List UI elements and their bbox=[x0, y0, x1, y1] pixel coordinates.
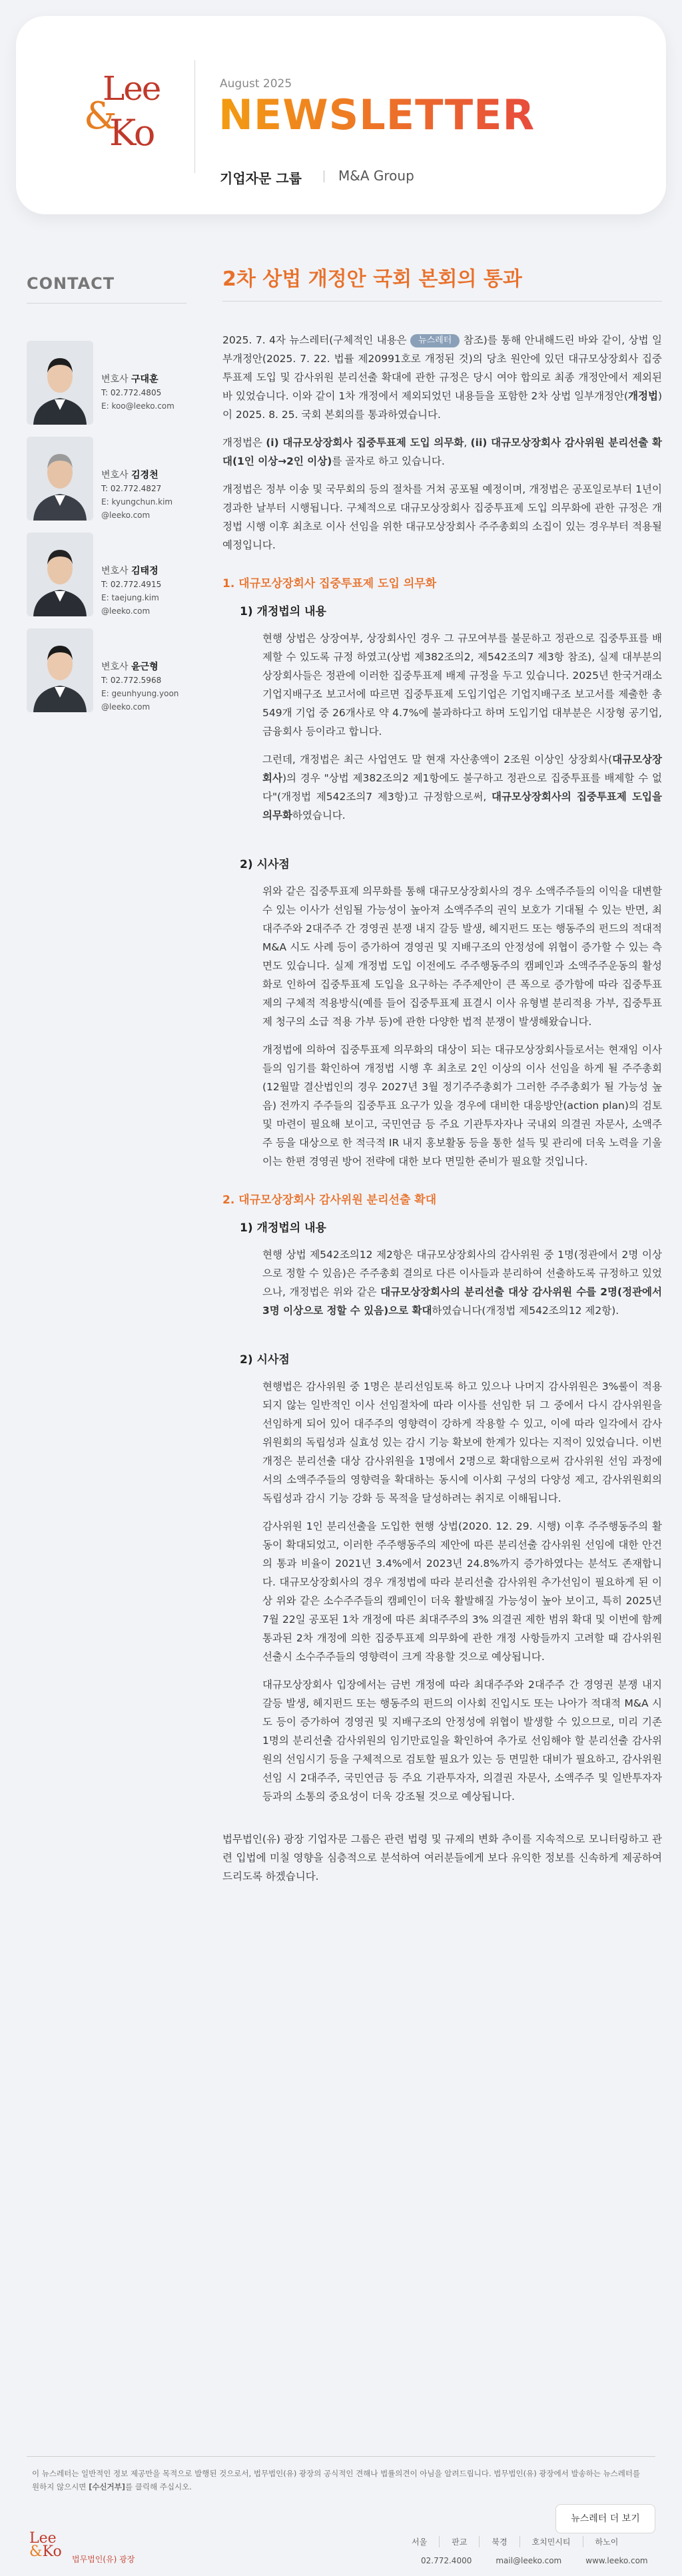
contact-role: 변호사 bbox=[101, 374, 129, 385]
section-1-paragraph bbox=[262, 750, 662, 825]
intro-text: 2025. 7. 4자 뉴스레터(구체적인 내용은 bbox=[222, 334, 411, 346]
contact-info bbox=[101, 660, 188, 714]
contact-phone: T: 02.772.4805 bbox=[101, 388, 162, 397]
contact-card bbox=[27, 628, 186, 722]
footer-website-link[interactable]: www.leeko.com bbox=[585, 2556, 648, 2565]
section-2-subtitle-1: 1) 개정법의 내용 bbox=[240, 1221, 326, 1235]
body-text: 현행 상법 제542조의12 제2항은 대규모상장회사의 감사위원 중 1명(정관에서 2명 이상으로 정할 수 있음)은 주주총회 결의로 다른 이사들과 분리하여 선출하도록 규정하고 있었으나, 개정법은 위와 같은 bbox=[262, 1249, 662, 1298]
article-title: 2차 상법 개정안 국회 본회의 통과 bbox=[222, 268, 522, 291]
contact-phone: T: 02.772.4827 bbox=[101, 484, 162, 493]
newsletter-link-tag[interactable]: 뉴스레터 bbox=[410, 334, 460, 347]
section-2-title: 2. 대규모상장회사 감사위원 분리선출 확대 bbox=[222, 1193, 437, 1207]
contact-phone: T: 02.772.4915 bbox=[101, 580, 162, 589]
newsletter-title: NEWSLETTER bbox=[218, 91, 535, 139]
article bbox=[222, 266, 662, 1895]
summary-text: , bbox=[464, 437, 471, 449]
contact-email-domain[interactable]: @leeko.com bbox=[101, 606, 151, 616]
section-1-paragraph: 현행 상법은 상장여부, 상장회사인 경우 그 규모여부를 불문하고 정관으로 집중투표를 배제할 수 있도록 규정 하였고(상법 제382조의2, 제542조의7 제3항 참조), 실제 대부분의 상장회사들은 정관에 이러한 집중투표제 배제 규정을 두고 있습니다. 2025년 한국거래소 기업지배구조 보고서에 따르면 집중투표제 도입기업은 기업지배구조 보고서를 제출한 총 549개 기업 중 26개사로 약 4.7%에 불과하다고 하며 도입기업 대부분은 시장형 공기업, 금융회사 등이라고 합니다. bbox=[262, 632, 662, 738]
spacer bbox=[222, 1815, 662, 1830]
contact-role: 변호사 bbox=[101, 470, 129, 481]
section-1-paragraph: 개정법에 의하여 집중투표제 의무화의 대상이 되는 대규모상장회사들로서는 현재임 이사들의 임기를 확인하여 개정법 시행 후 최초로 2인 이상의 이사 선임을 하게 될 주주총회(12월말 결산법인의 경우 2027년 3월 정기주주총회가 그러한 주주총회가 될 가능성 높음) 전까지 주주들의 집중투표 요구가 있을 경우에 대비한 대응방안(action plan)의 검토 및 마련이 필요해 보이고, 국민연금 등 주요 기관투자자나 국내외 의결권 자문사, 소액주주 등을 대상으로 한 적극적 IR 내지 홍보활동 등을 통한 설득 및 관리에 더욱 노력을 기울이는 한편 경영권 방어 전략에 대한 보다 면밀한 준비가 필요할 것입니다. bbox=[262, 1044, 662, 1168]
contact-phone: T: 02.772.5968 bbox=[101, 676, 162, 685]
closing-paragraph: 법무법인(유) 광장 기업자문 그룹은 관련 법령 및 규제의 변화 추이를 지속적으로 모니터링하고 관련 입법에 미칠 영향을 심층적으로 분석하여 여러분들에게 보다 유익한 정보를 신속하게 제공하여 드리도록 하겠습니다. bbox=[222, 1833, 662, 1882]
body-bold: 대규모상장회사의 집중투표제 도입을 의무화 bbox=[262, 791, 662, 821]
footer-logo-ko: Ko bbox=[42, 2543, 62, 2560]
office-link-pangyo[interactable]: 판교 bbox=[439, 2536, 479, 2547]
logo-ampersand: & bbox=[84, 95, 117, 138]
office-link-beijing[interactable]: 북경 bbox=[479, 2536, 519, 2547]
contact-info bbox=[101, 564, 188, 618]
contact-name: 김태정 bbox=[131, 566, 159, 576]
leeko-logo[interactable] bbox=[84, 69, 170, 156]
section-2-paragraph bbox=[262, 1245, 662, 1320]
logo-ko: Ko bbox=[109, 112, 155, 154]
footer-logo-ampersand: & bbox=[29, 2543, 43, 2560]
section-1-title: 1. 대규모상장회사 집중투표제 도입 의무화 bbox=[222, 577, 437, 590]
summary-text: 를 골자로 하고 있습니다. bbox=[332, 455, 445, 467]
intro-text: )이 2025. 8. 25. 국회 본회의를 통과하였습니다. bbox=[222, 390, 662, 421]
practice-group-en: M&A Group bbox=[338, 168, 414, 184]
body-text: 그런데, 개정법은 최근 사업연도 말 현재 자산총액이 2조원 이상인 상장회사( bbox=[262, 753, 613, 765]
lawyer-photo bbox=[27, 533, 93, 616]
contact-email-link[interactable]: E: geunhyung.yoon bbox=[101, 689, 179, 698]
section-1-subtitle-1: 1) 개정법의 내용 bbox=[240, 605, 326, 618]
contact-info bbox=[101, 469, 188, 522]
body-bold: 대규모상장회사 bbox=[262, 753, 662, 784]
lawyer-photo bbox=[27, 437, 93, 521]
practice-group: 기업자문 그룹 bbox=[220, 170, 302, 186]
footer-contact bbox=[409, 2556, 660, 2565]
section-2-paragraph: 현행법은 감사위원 중 1명은 분리선임토록 하고 있으나 나머지 감사위원은 3%룰이 적용되지 않는 일반적인 이사 선임절차에 따라 이사를 선임한 뒤 그 중에서 다시 감사위원을 선임하게 되어 있어 대주주의 영향력이 강하게 작용할 수 있고, 이에 따라 일각에서 감사위원회의 독립성과 실효성 있는 감시 기능 확보에 한계가 있다는 지적이 있었습니다. 이번 개정은 분리선출 대상 감사위원을 1명에서 2명으로 확대함으로써 감사위원 선임 과정에서의 소액주주들의 영향력을 확대하는 동시에 이사회 구성의 다양성 제고, 감사위원회의 독립성과 감시 기능 강화 등 목적을 달성하려는 취지로 이해됩니다. bbox=[262, 1381, 662, 1504]
contact-info bbox=[101, 373, 188, 413]
intro-text: 참조)를 통해 안내해드린 바와 같이, 상법 일부개정안(2025. 7. 22. 법률 제20991호로 개정된 것)의 당초 원안에 있던 대규모상장회사 집중투표제 도입 및 감사위원 분리선출 확대에 관한 규정은 당시 여야 합의로 최종 개정안에서 제외된 바 있었습니다. 이와 같이 1차 개정에서 제외되었던 내용들을 포함한 2차 상법 일부개정안( bbox=[222, 334, 662, 402]
footer-logo-lee: Lee bbox=[29, 2530, 57, 2547]
contact-name: 구대훈 bbox=[131, 374, 159, 385]
contact-email-domain[interactable]: @leeko.com bbox=[101, 511, 151, 520]
contact-divider bbox=[27, 303, 186, 304]
more-newsletters-button[interactable]: 뉴스레터 더 보기 bbox=[555, 2504, 655, 2533]
contact-card bbox=[27, 533, 186, 626]
contact-heading: CONTACT bbox=[27, 274, 115, 293]
contact-email-link[interactable]: E: kyungchun.kim bbox=[101, 497, 173, 507]
header-divider bbox=[194, 60, 195, 173]
summary-text: 개정법은 bbox=[222, 437, 266, 449]
office-link-hanoi[interactable]: 하노이 bbox=[583, 2536, 631, 2547]
body-text: )의 경우 "상법 제382조의2 제1항에도 불구하고 정관으로 집중투표를 배제할 수 없다"(개정법 제542조의7 제3항)고 규정함으로써, bbox=[262, 772, 662, 803]
intro-paragraph bbox=[222, 331, 662, 424]
office-links bbox=[400, 2536, 630, 2547]
body-text: 하였습니다. bbox=[292, 809, 346, 821]
footer-email-link[interactable]: mail@leeko.com bbox=[496, 2556, 562, 2565]
contact-card bbox=[27, 437, 186, 530]
footer-logo[interactable] bbox=[29, 2532, 62, 2559]
footer-divider bbox=[27, 2456, 655, 2457]
footer-phone: 02.772.4000 bbox=[421, 2556, 472, 2565]
issue-date: August 2025 bbox=[220, 77, 292, 91]
lawyer-photo bbox=[27, 341, 93, 425]
contact-role: 변호사 bbox=[101, 662, 129, 672]
summary-bold: (i) 대규모상장회사 집중투표제 도입 의무화 bbox=[266, 437, 464, 449]
spacer bbox=[222, 1329, 662, 1344]
summary-bold: (ii) 대규모상장회사 감사위원 분리선출 확대(1인 이상→2인 이상) bbox=[222, 437, 662, 467]
intro-bold: 개정법 bbox=[628, 390, 658, 402]
office-link-hcmc[interactable]: 호치민시티 bbox=[519, 2536, 583, 2547]
office-link-seoul[interactable]: 서울 bbox=[412, 2537, 428, 2547]
footer-firm-name: 법무법인(유) 광장 bbox=[72, 2555, 135, 2564]
section-1-paragraph: 위와 같은 집중투표제 의무화를 통해 대규모상장회사의 경우 소액주주들의 이익을 대변할 수 있는 이사가 선임될 가능성이 높아져 소액주주의 권익 보호가 기대될 수 있는 반면, 최대주주와 2대주주 간 경영권 분쟁 내지 갈등 발생, 헤지펀드 또는 행동주의 펀드의 적대적 M&A 시도 사례 등이 증가하여 경영권 및 지배구조의 안정성에 위협이 증가할 수 있는 측면도 있습니다. 실제 개정법 도입 이전에도 주주행동주의 캠페인과 소액주주운동의 활성화로 인하여 집중투표제 도입을 요구하는 주주제안이 큰 폭으로 증가함에 따라 집중투표제의 구체적 적용방식(예를 들어 집중투표제 표결시 이사 유형별 분리적용 가부, 집중투표제 청구의 소급 적용 가부 등)에 관한 다양한 법적 분쟁이 발생해왔습니다. bbox=[262, 885, 662, 1028]
section-2-subtitle-2: 2) 시사점 bbox=[240, 1353, 290, 1367]
body-text: 하였습니다(개정법 제542조의12 제2항). bbox=[432, 1305, 619, 1317]
summary-paragraph bbox=[222, 433, 662, 471]
logo-lee: Lee bbox=[103, 69, 161, 108]
body-bold: 대규모상장회사의 분리선출 대상 감사위원 수를 2명(정관에서 3명 이상으로 정할 수 있음)으로 확대 bbox=[262, 1286, 662, 1317]
contact-name: 윤근형 bbox=[131, 662, 159, 672]
contact-email-link[interactable]: E: taejung.kim bbox=[101, 593, 159, 602]
section-2-paragraph: 대규모상장회사 입장에서는 금번 개정에 따라 최대주주와 2대주주 간 경영권 분쟁 내지 갈등 발생, 헤지펀드 또는 행동주의 펀드의 이사회 진입시도 또는 나아가 적대적 M&A 시도 등이 증가하여 경영권 및 지배구조의 안정성에 위협이 발생할 수 있으므로, 미리 기존 1명의 분리선출 감사위원의 임기만료일을 확인하여 추가로 선임해야 할 분리선출 감사위원의 선임시기 등을 구체적으로 검토할 필요가 있는 등 면밀한 대비가 필요하고, 감사위원 선임 시 2대주주, 국민연금 등 주요 기관투자자, 의결권 자문사, 소액주주 및 일반투자자 등과의 소통의 중요성이 더욱 강조될 것으로 예상됩니다. bbox=[262, 1679, 662, 1803]
section-1-subtitle-2: 2) 시사점 bbox=[240, 858, 290, 871]
lawyer-photo bbox=[27, 628, 93, 712]
contact-card bbox=[27, 341, 186, 434]
disclaimer-text: 이 뉴스레터는 일반적인 정보 제공만을 목적으로 발행된 것으로서, 법무법인(유) 광장의 공식적인 견해나 법률의견이 아님을 알려드립니다. 법무법인(유) 광장에서 발송하는 뉴스레터를 원하지 않으시면 bbox=[32, 2469, 641, 2491]
title-divider bbox=[222, 301, 662, 302]
contact-email-domain[interactable]: @leeko.com bbox=[101, 702, 151, 712]
contact-email-link[interactable]: E: koo@leeko.com bbox=[101, 401, 174, 411]
section-2-paragraph: 감사위원 1인 분리선출을 도입한 현행 상법(2020. 12. 29. 시행) 이후 주주행동주의 활동이 확대되었고, 이러한 주주행동주의 제안에 따른 분리선출 감사위원 선임에 대한 안건의 통과 비율이 2021년 3.4%에서 2023년 24.8%까지 증가하였다는 분석도 존재합니다. 대규모상장회사의 경우 개정법에 따라 분리선출 감사위원 추가선임이 필요하게 된 이상 위와 같은 소수주주들의 캠페인이 더욱 활발해질 가능성이 높아 보이고, 특히 2025년 7월 22일 공포된 1차 개정에 따른 최대주주의 3% 의결권 제한 범위 확대 및 이번에 함께 통과된 2차 개정에 의한 집중투표제 의무화에 관한 개정 사항들까지 고려할 때 감사위원 선출시 소수주주들의 영향력이 크게 작용할 것으로 예상됩니다. bbox=[262, 1520, 662, 1663]
unsubscribe-link[interactable]: [수신거부] bbox=[89, 2482, 126, 2491]
footer-disclaimer bbox=[32, 2467, 645, 2493]
contact-role: 변호사 bbox=[101, 566, 129, 576]
disclaimer-text: 를 클릭해 주십시오. bbox=[125, 2482, 192, 2491]
spacer bbox=[222, 834, 662, 849]
header-card bbox=[16, 16, 666, 214]
schedule-paragraph: 개정법은 정부 이송 및 국무회의 등의 절차를 거쳐 공포될 예정이며, 개정법은 공포일로부터 1년이 경과한 날부터 시행됩니다. 구체적으로 대규모상장회사 집중투표제 도입 의무화에 관한 규정은 개정법 시행 이후 최초로 이사 선임을 위한 대규모상장회사 주주총회의 소집이 있는 경우부터 적용될 예정입니다. bbox=[222, 483, 662, 551]
contact-name: 김경천 bbox=[131, 470, 159, 481]
